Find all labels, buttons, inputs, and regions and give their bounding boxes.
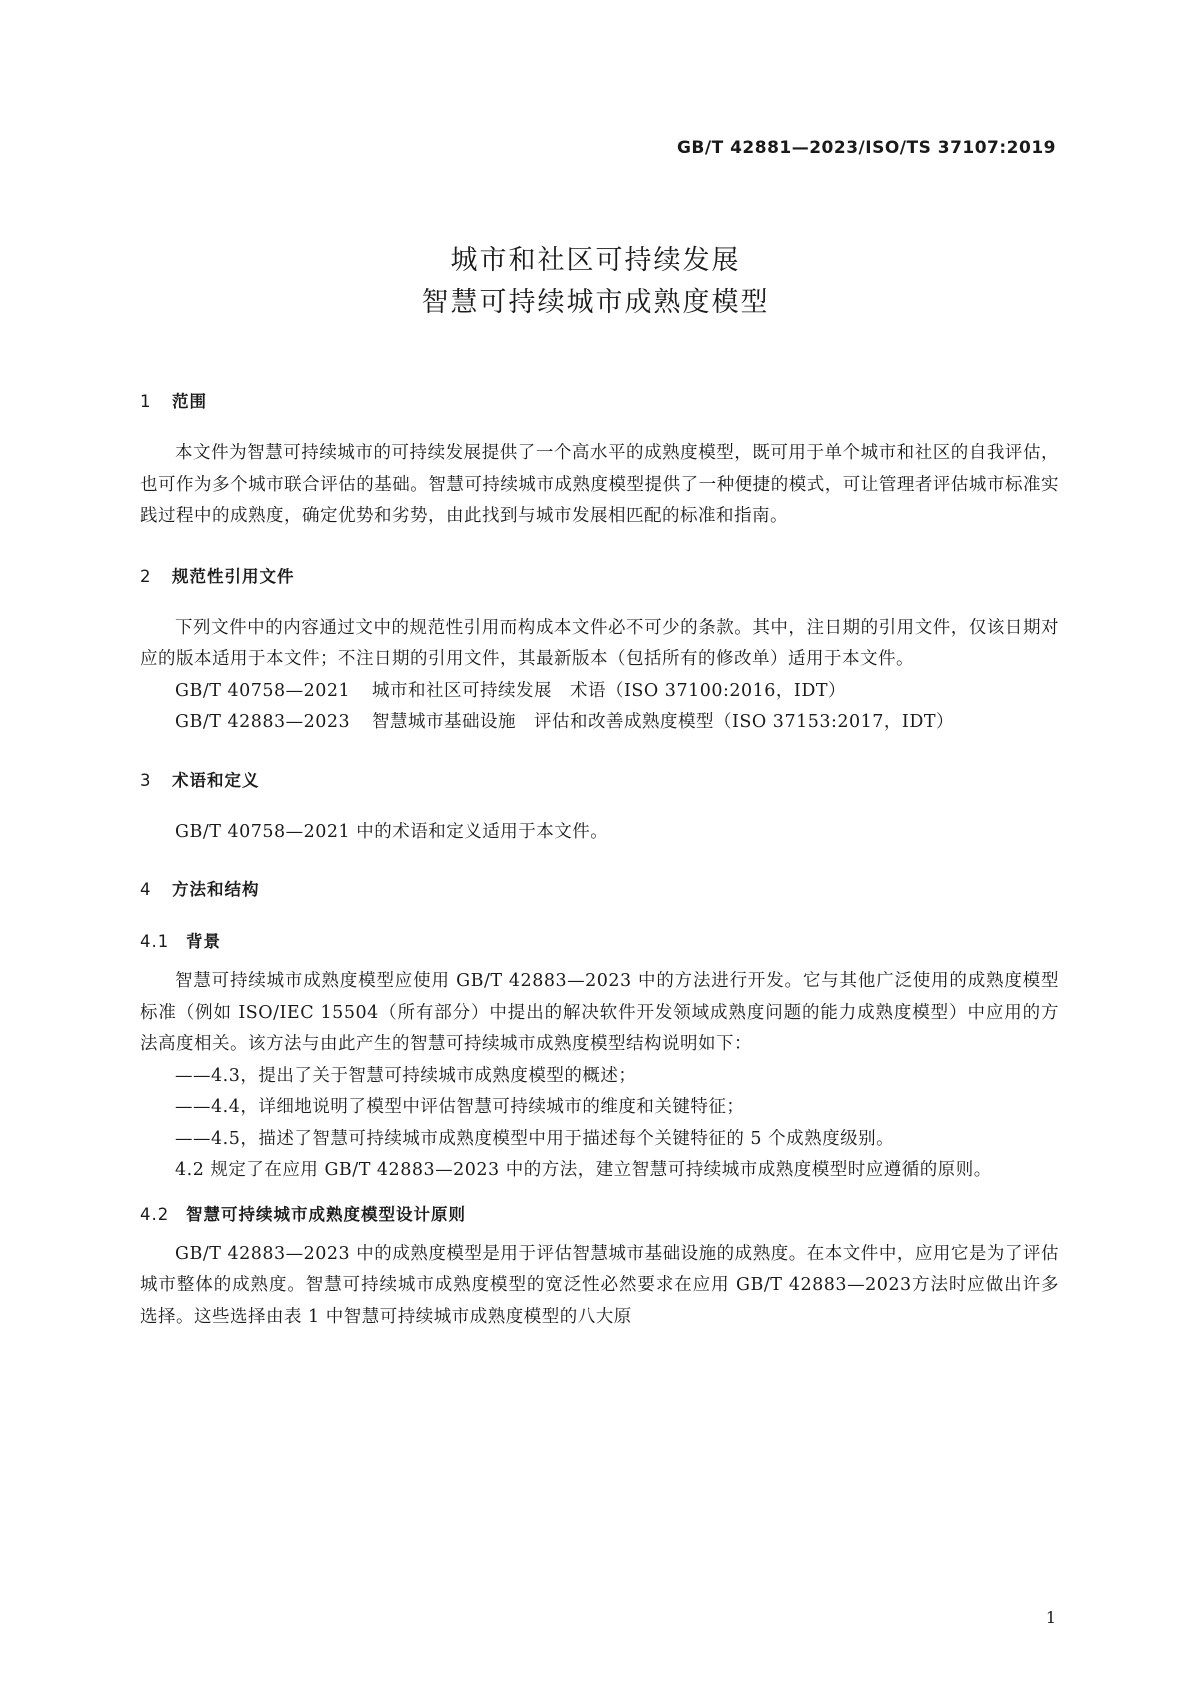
section-number: 2 — [140, 566, 152, 586]
section-4-1-heading — [140, 928, 1059, 952]
list-item: ——4.3，提出了关于智慧可持续城市成熟度模型的概述； — [175, 1065, 637, 1086]
document-title — [0, 240, 1191, 324]
reference-code: GB/T 40758—2021 — [175, 680, 351, 701]
section-title: 方法和结构 — [172, 880, 260, 899]
section-4-2-heading — [140, 1201, 1059, 1225]
standard-code: GB/T 42881—2023/ISO/TS 37107:2019 — [676, 138, 1056, 158]
section-title: 术语和定义 — [172, 770, 260, 790]
reference-item — [140, 676, 1059, 708]
page-number: 1 — [1045, 1608, 1056, 1627]
section-title: 规范性引用文件 — [172, 566, 295, 586]
section-number: 4.2 — [140, 1204, 170, 1224]
section-3-heading — [140, 767, 1059, 791]
reference-code: GB/T 42883—2023 — [175, 712, 351, 732]
title-line-2: 智慧可持续城市成熟度模型 — [421, 287, 770, 318]
section-number: 4 — [140, 880, 152, 899]
section-title: 背景 — [186, 932, 221, 951]
design-principles-paragraph: GB/T 42883—2023 中的成熟度模型是用于评估智慧城市基础设施的成熟度。在本文件中，应用它是为了评估城市整体的成熟度。智慧可持续城市成熟度模型的宽泛性必然要求在应用 GB/T 42883—2023方法时应做出许多选择。这些选择由表 1 中智慧可持续城市成熟度模型的八大原 — [140, 1243, 1059, 1327]
scope-paragraph: 本文件为智慧可持续城市的可持续发展提供了一个高水平的成熟度模型，既可用于单个城市和社区的自我评估，也可作为多个城市联合评估的基础。智慧可持续城市成熟度模型提供了一种便捷的模式，可让管理者评估城市标准实践过程中的成熟度，确定优势和劣势，由此找到与城市发展相匹配的标准和指南。 — [140, 443, 1059, 526]
section-1-heading — [140, 388, 1059, 412]
reference-item — [140, 707, 1059, 739]
section-title: 智慧可持续城市成熟度模型设计原则 — [186, 1204, 466, 1224]
title-line-1: 城市和社区可持续发展 — [450, 245, 741, 276]
section-4-heading — [140, 876, 1059, 900]
list-item: ——4.4，详细地说明了模型中评估智慧可持续城市的维度和关键特征； — [175, 1097, 745, 1117]
list-item: ——4.5，描述了智慧可持续城市成熟度模型中用于描述每个关键特征的 5 个成熟度级别。 — [175, 1128, 895, 1149]
principles-reference-paragraph: 4.2 规定了在应用 GB/T 42883—2023 中的方法，建立智慧可持续城市成熟度模型时应遵循的原则。 — [175, 1160, 992, 1180]
section-number: 3 — [140, 770, 152, 790]
terms-paragraph: GB/T 40758—2021 中的术语和定义适用于本文件。 — [175, 821, 609, 842]
section-number: 1 — [140, 392, 152, 411]
section-number: 4.1 — [140, 932, 170, 951]
reference-title: 智慧城市基础设施 评估和改善成熟度模型（ISO 37153:2017，IDT） — [372, 712, 955, 732]
document-body — [140, 388, 1059, 1333]
section-2-heading — [140, 563, 1059, 587]
background-paragraph: 智慧可持续城市成熟度模型应使用 GB/T 42883—2023 中的方法进行开发。它与其他广泛使用的成熟度模型标准（例如 ISO/IEC 15504（所有部分）中提出的解决软件开发领域成熟度问题的能力成熟度模型）中应用的方法高度相关。该方法与由此产生的智慧可持续城市成熟度模型结构说明如下： — [140, 971, 1059, 1054]
section-title: 范围 — [172, 392, 207, 411]
reference-title: 城市和社区可持续发展 术语（ISO 37100:2016，IDT） — [372, 680, 847, 701]
normative-references-paragraph: 下列文件中的内容通过文中的规范性引用而构成本文件必不可少的条款。其中，注日期的引用文件，仅该日期对应的版本适用于本文件；不注日期的引用文件，其最新版本（包括所有的修改单）适用于本文件。 — [140, 617, 1059, 669]
